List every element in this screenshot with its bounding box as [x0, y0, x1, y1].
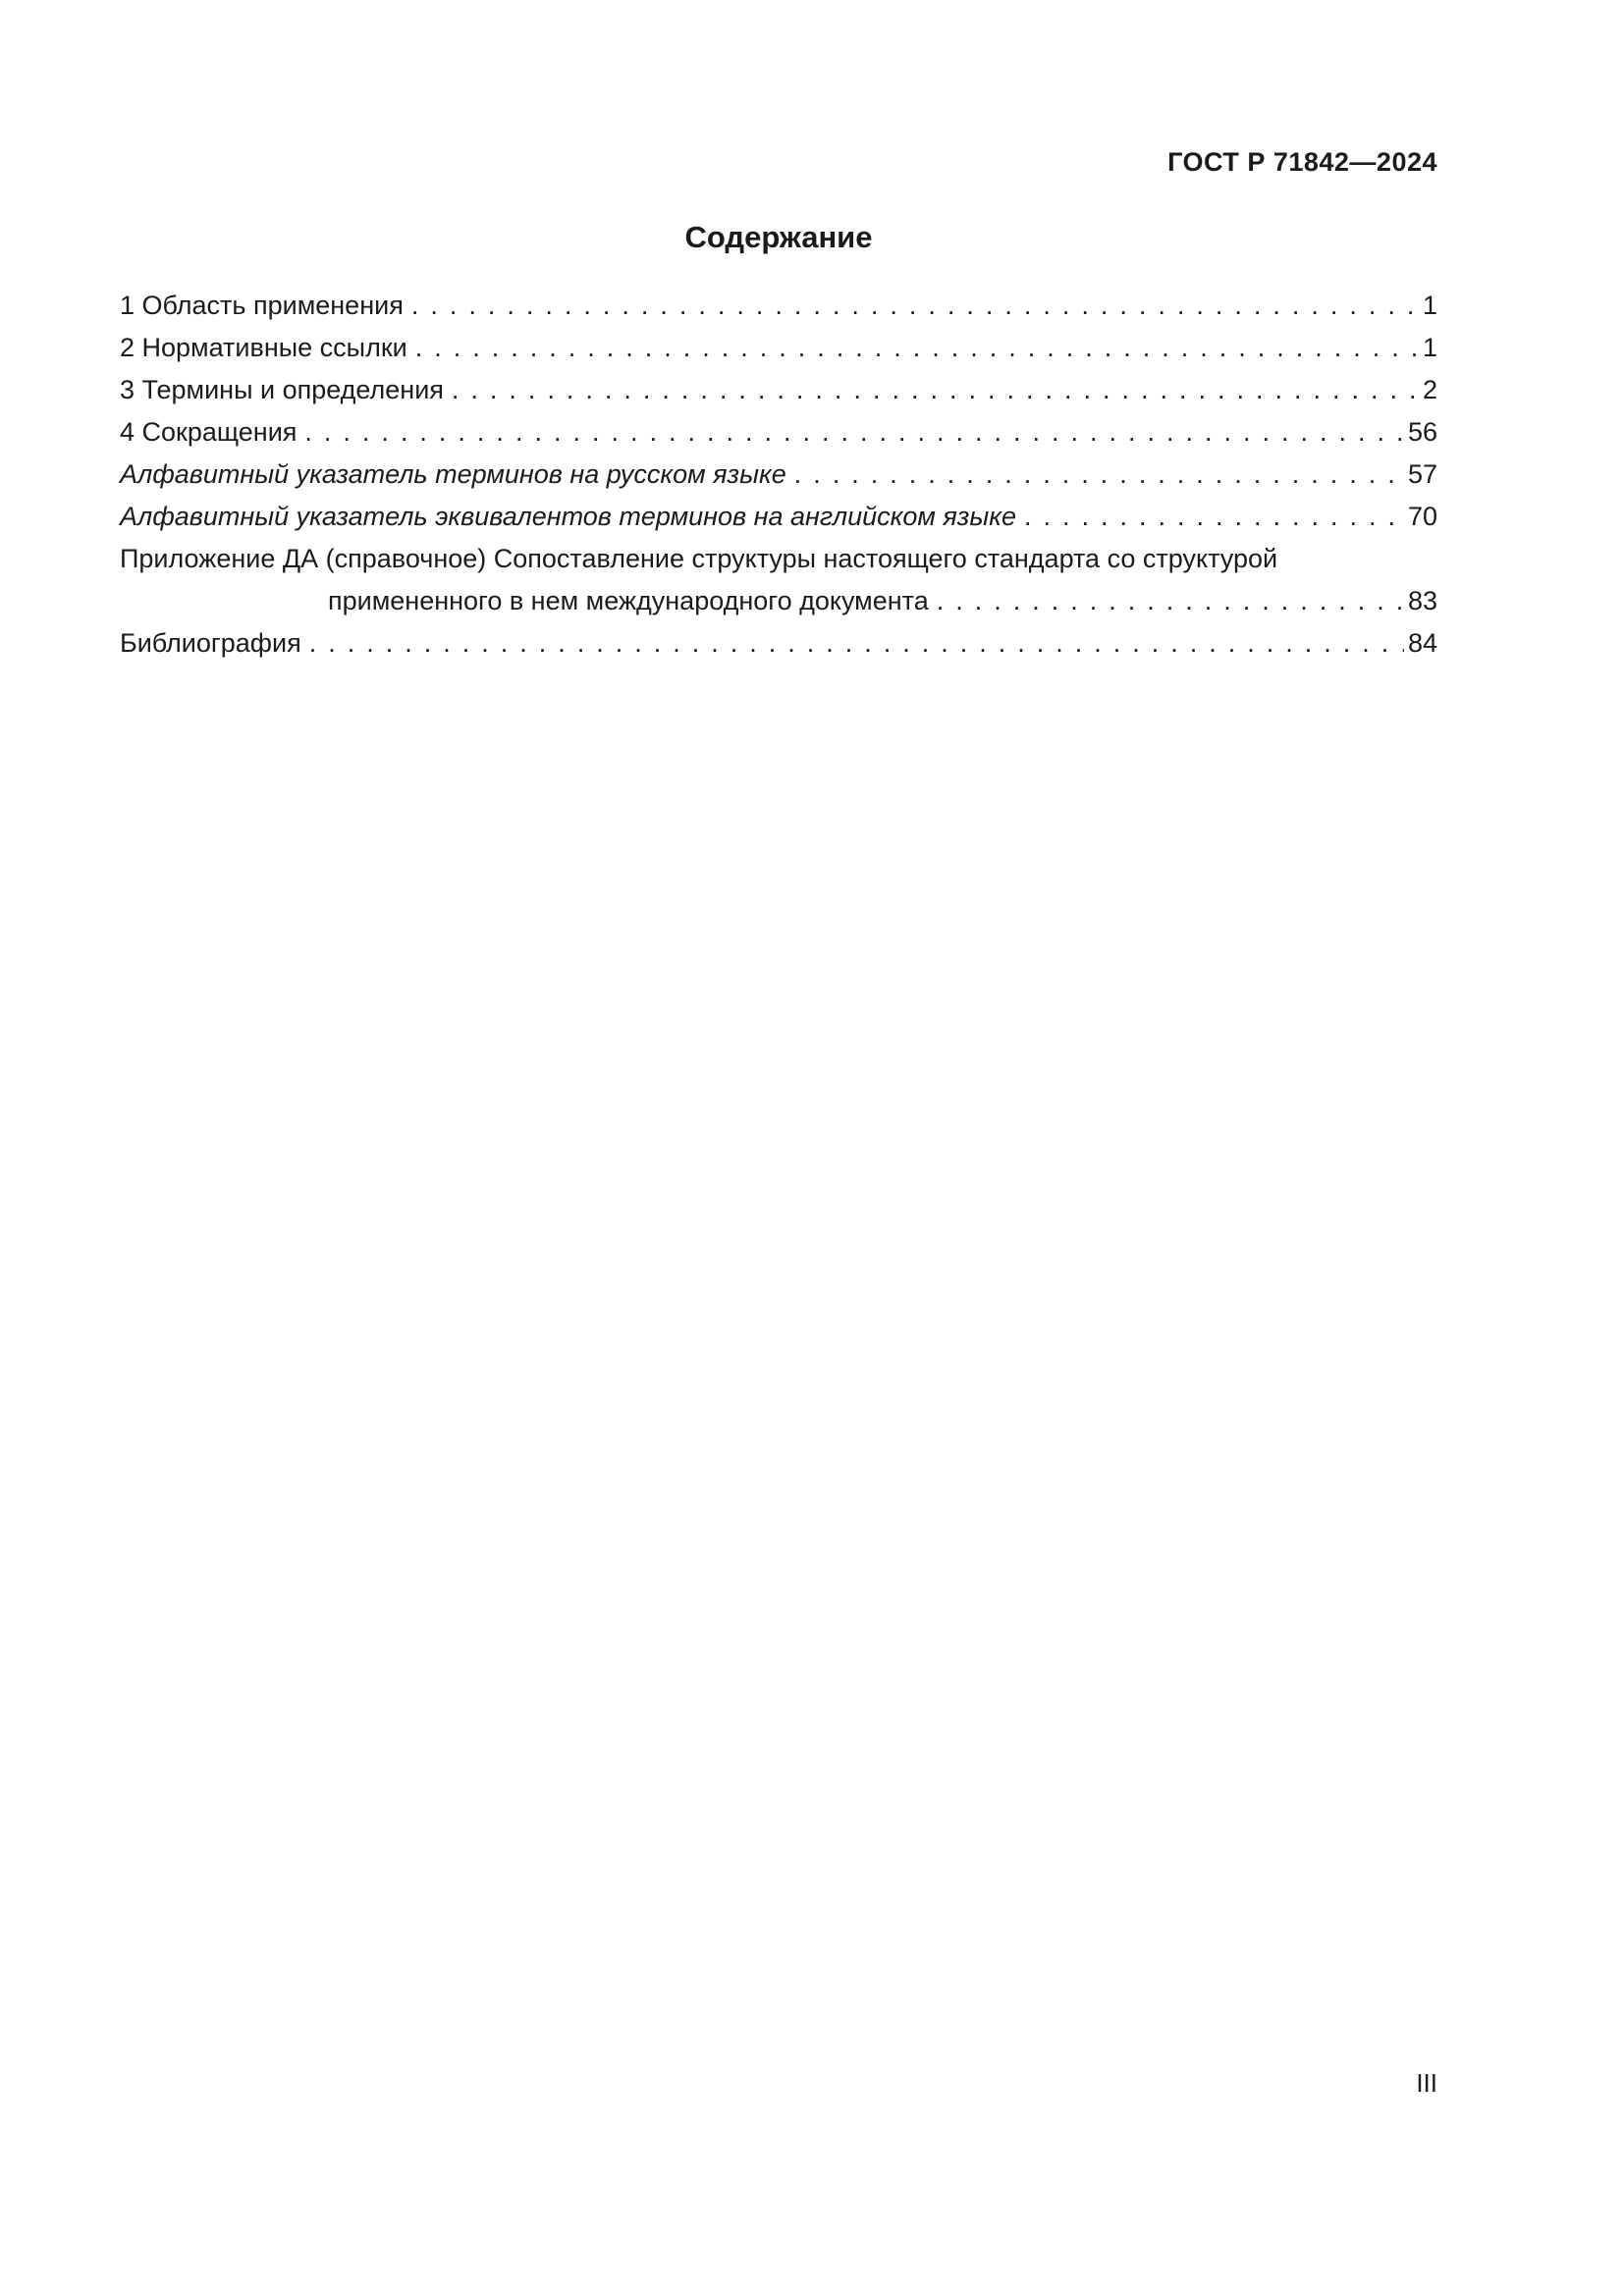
toc-entry-label: 4 Сокращения	[120, 417, 298, 447]
dot-leader	[304, 411, 1404, 454]
dot-leader	[937, 580, 1404, 622]
toc-entry	[120, 369, 1437, 411]
toc-entry-page: 1	[1422, 333, 1437, 362]
toc-entry-page: 2	[1422, 375, 1437, 404]
toc-entry	[120, 411, 1437, 454]
toc-entry	[120, 538, 1437, 622]
dot-leader	[411, 285, 1419, 327]
page-number: III	[1416, 2068, 1437, 2098]
toc-entry	[120, 622, 1437, 665]
dot-leader	[415, 327, 1419, 369]
toc-entry-label: 1 Область применения	[120, 291, 404, 320]
toc-entry-label: 2 Нормативные ссылки	[120, 333, 407, 362]
toc-entry-page: 83	[1407, 586, 1437, 615]
toc-entry-label: Алфавитный указатель терминов на русском языке	[120, 459, 786, 489]
toc-entry-page: 1	[1422, 291, 1437, 320]
toc-entry	[120, 496, 1437, 538]
toc-entry-page: 56	[1407, 417, 1437, 447]
page-title: Содержание	[684, 220, 873, 254]
table-of-contents	[120, 285, 1437, 665]
toc-entry	[120, 327, 1437, 369]
toc-entry-page: 84	[1407, 628, 1437, 658]
toc-entry-page: 70	[1407, 502, 1437, 531]
toc-entry-label-continuation: примененного в нем международного документа	[328, 586, 929, 615]
toc-entry	[120, 454, 1437, 496]
dot-leader	[309, 622, 1404, 665]
toc-entry-label: Библиография	[120, 628, 301, 658]
toc-entry-page: 57	[1407, 459, 1437, 489]
dot-leader	[452, 369, 1419, 411]
dot-leader	[794, 454, 1404, 496]
dot-leader	[1024, 496, 1404, 538]
toc-entry-label: Приложение ДА (справочное) Сопоставление структуры настоящего стандарта со структурой	[120, 544, 1278, 573]
toc-entry-label: Алфавитный указатель эквивалентов терминов на английском языке	[120, 502, 1016, 531]
toc-entry	[120, 285, 1437, 327]
toc-entry-label: 3 Термины и определения	[120, 375, 444, 404]
doc-number: ГОСТ Р 71842—2024	[1167, 147, 1437, 177]
